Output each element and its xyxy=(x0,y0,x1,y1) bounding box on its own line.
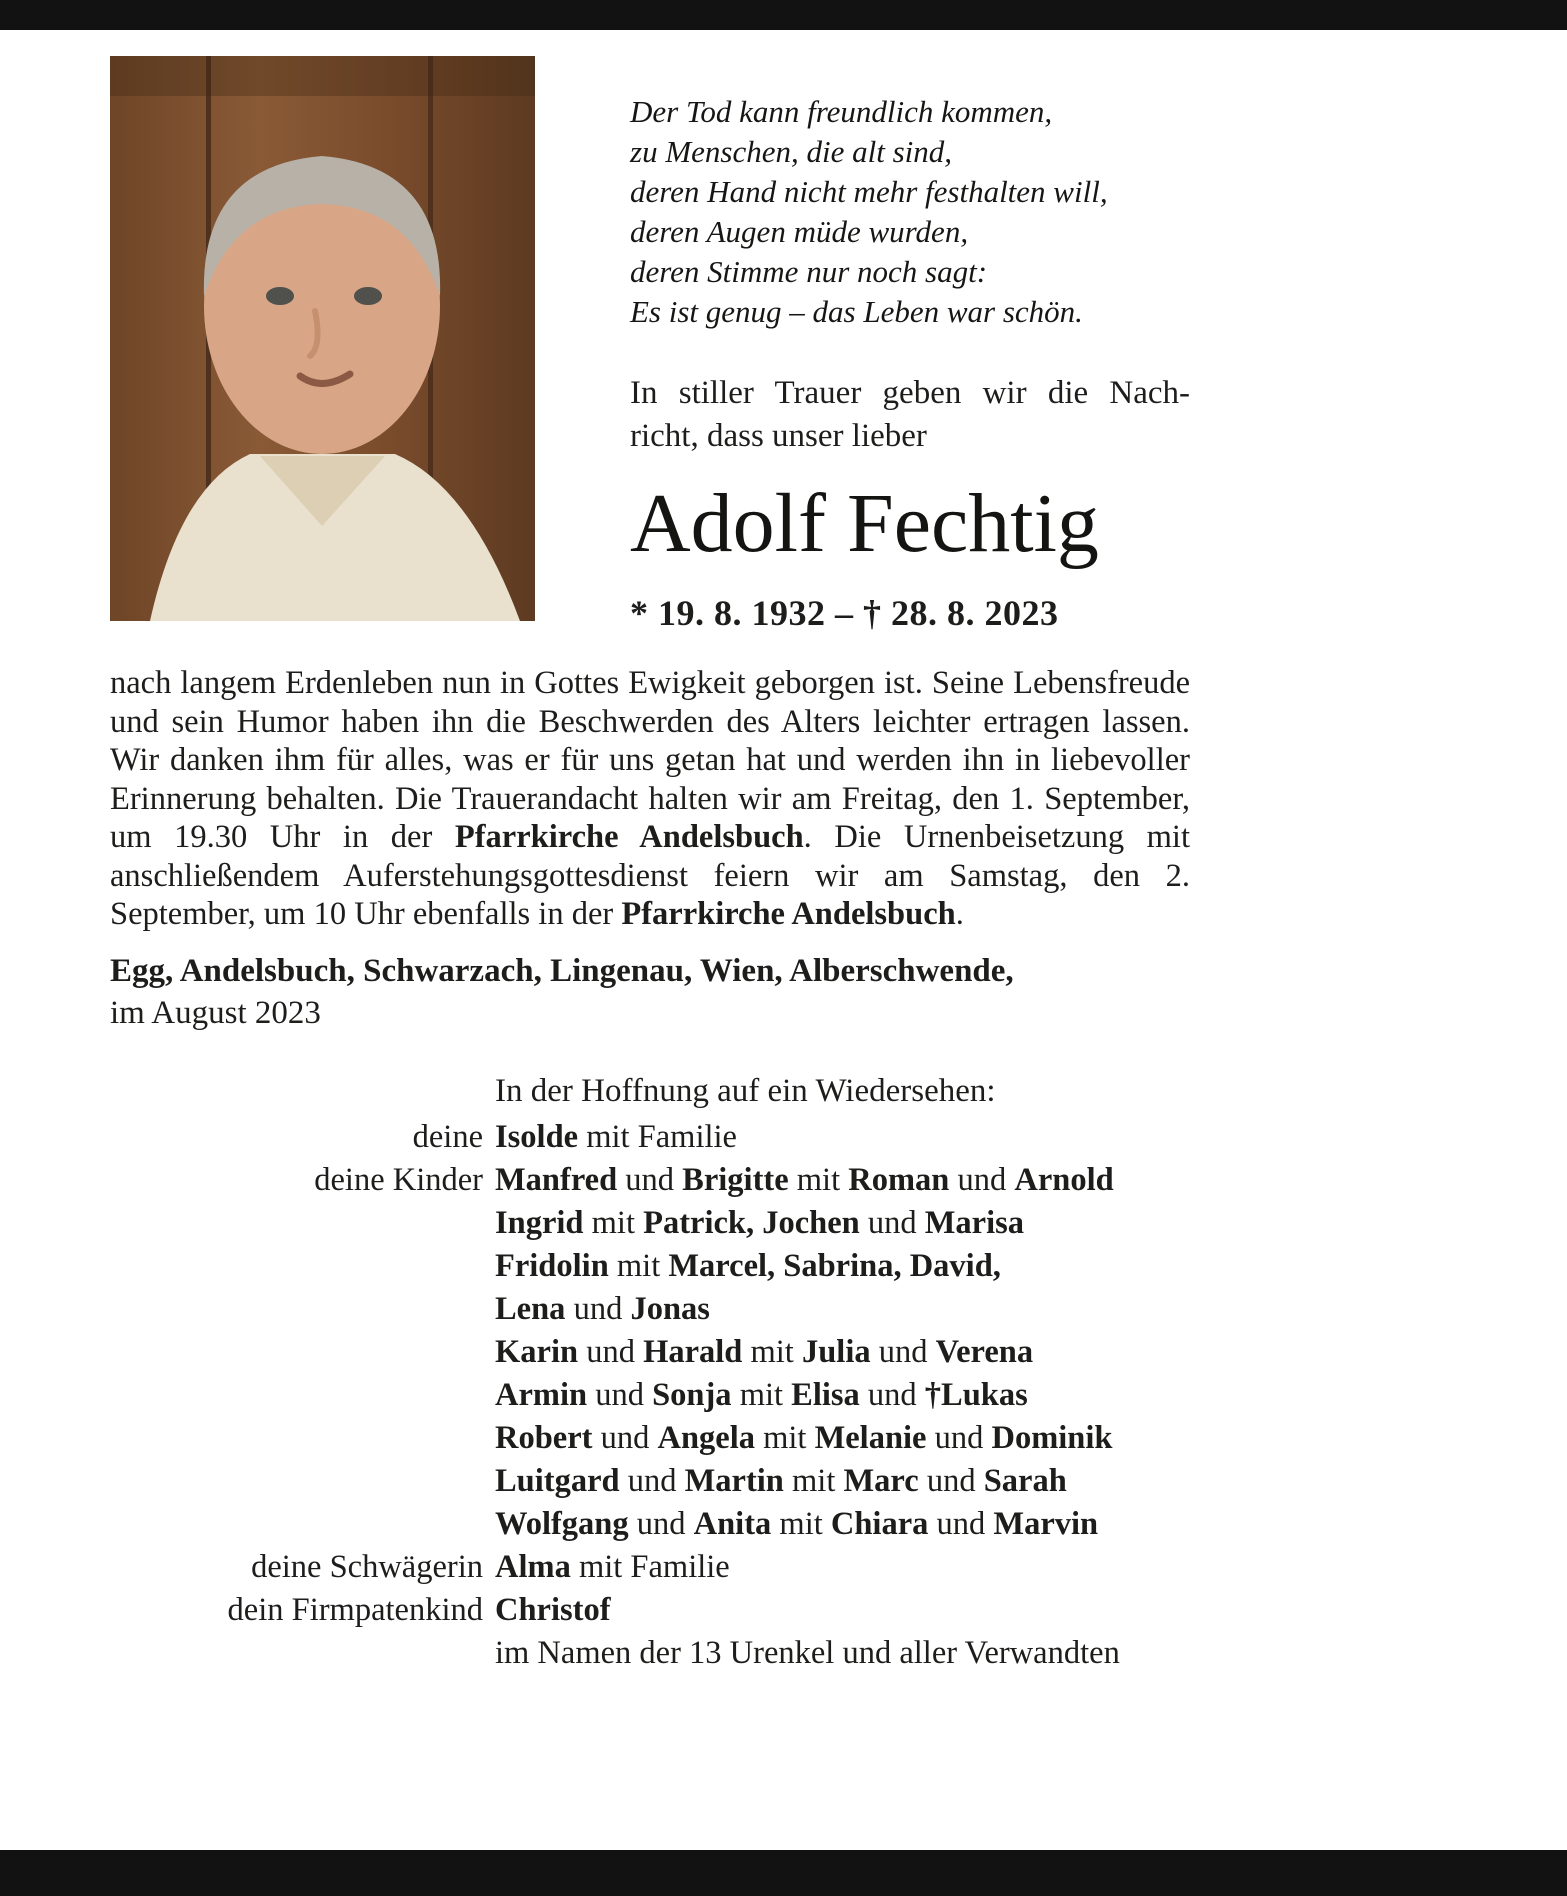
family-relation-label: deine Schwägerin xyxy=(251,1548,483,1585)
family-names: Alma mit Familie xyxy=(495,1548,730,1585)
family-relation-label xyxy=(110,1417,483,1460)
family-row xyxy=(110,1159,1190,1202)
family-names: Wolfgang und Anita mit Chiara und Marvin xyxy=(495,1505,1099,1542)
family-row xyxy=(110,1202,1190,1245)
family-relation-label xyxy=(110,1288,483,1331)
family-relation-label xyxy=(110,1202,483,1245)
poem-line: zu Menschen, die alt sind, xyxy=(630,134,953,169)
family-row xyxy=(110,1245,1190,1288)
family-names: Lena und Jonas xyxy=(495,1290,710,1327)
family-row xyxy=(110,1417,1190,1460)
places-line: Egg, Andelsbuch, Schwarzach, Lingenau, Wien, Alberschwende, xyxy=(110,952,1014,989)
bottom-border-bar xyxy=(0,1850,1567,1896)
family-row xyxy=(110,1546,1190,1589)
poem-line: Der Tod kann freundlich kommen, xyxy=(630,94,1053,129)
family-row xyxy=(110,1374,1190,1417)
announcement-line: richt, dass unser lieber xyxy=(630,418,927,454)
family-names: Manfred und Brigitte mit Roman und Arnold xyxy=(495,1161,1114,1198)
family-relation-label xyxy=(110,1632,483,1675)
family-relation-label xyxy=(110,1374,483,1417)
portrait-photo xyxy=(110,56,535,621)
family-relation-label xyxy=(110,1460,483,1503)
family-row xyxy=(110,1632,1190,1675)
closing-line: im Namen der 13 Urenkel und aller Verwandten xyxy=(495,1634,1120,1671)
family-row xyxy=(110,1460,1190,1503)
poem-line: deren Augen müde wurden, xyxy=(630,214,969,249)
family-relation-label xyxy=(110,1503,483,1546)
poem-line: Es ist genug – das Leben war schön. xyxy=(630,294,1083,329)
family-names: Christof xyxy=(495,1591,611,1628)
family-relation-label xyxy=(110,1331,483,1374)
family-names: Robert und Angela mit Melanie und Dominik xyxy=(495,1419,1113,1456)
top-section xyxy=(110,30,1190,634)
portrait-photo-graphic xyxy=(110,56,535,621)
family-names: Fridolin mit Marcel, Sabrina, David, xyxy=(495,1247,1001,1284)
family-row xyxy=(110,1589,1190,1632)
family-names: Isolde mit Familie xyxy=(495,1118,737,1155)
family-names: Karin und Harald mit Julia und Verena xyxy=(495,1333,1034,1370)
family-list xyxy=(110,1116,1190,1675)
family-names: Ingrid mit Patrick, Jochen und Marisa xyxy=(495,1204,1025,1241)
right-column xyxy=(630,30,1190,634)
announcement-line: In stiller Trauer geben wir die Nach- xyxy=(630,375,1190,411)
poem-line: deren Stimme nur noch sagt: xyxy=(630,254,988,289)
family-row xyxy=(110,1331,1190,1374)
month-year-line: im August 2023 xyxy=(110,994,321,1031)
obituary-body: nach langem Erdenleben nun in Gottes Ewigkeit geborgen ist. Seine Lebensfreude und sein Humor haben ihn die Beschwerden des Alters leichter ertragen lassen. Wir danken ihm für alles, was er für uns getan hat und werden ihn in liebevoller Erinnerung behalten. Die Trauerandacht halten wir am Freitag, den 1. September, um 19.30 Uhr in der Pfarrkirche Andelsbuch. Die Urnenbeisetzung mit anschließendem Auferstehungsgottesdienst feiern wir am Samstag, den 2. September, um 10 Uhr ebenfalls in der Pfarrkirche Andelsbuch. xyxy=(110,665,1190,933)
poem-line: deren Hand nicht mehr festhalten will, xyxy=(630,174,1108,209)
life-dates: * 19. 8. 1932 – † 28. 8. 2023 xyxy=(630,593,1059,634)
deceased-name: Adolf Fechtig xyxy=(630,477,1099,570)
family-row xyxy=(110,1288,1190,1331)
poem xyxy=(630,92,1190,332)
top-border-bar xyxy=(0,0,1567,30)
family-row xyxy=(110,1503,1190,1546)
family-names: Luitgard und Martin mit Marc und Sarah xyxy=(495,1462,1067,1499)
family-relation-label xyxy=(110,1245,483,1288)
family-names: Armin und Sonja mit Elisa und †Lukas xyxy=(495,1376,1028,1413)
family-relation-label: dein Firmpatenkind xyxy=(227,1591,483,1628)
obituary-content xyxy=(110,30,1190,1675)
family-relation-label: deine Kinder xyxy=(314,1161,483,1198)
announcement-text xyxy=(630,372,1190,458)
family-row xyxy=(110,1116,1190,1159)
hope-line: In der Hoffnung auf ein Wiedersehen: xyxy=(495,1072,996,1109)
family-relation-label: deine xyxy=(412,1118,483,1155)
